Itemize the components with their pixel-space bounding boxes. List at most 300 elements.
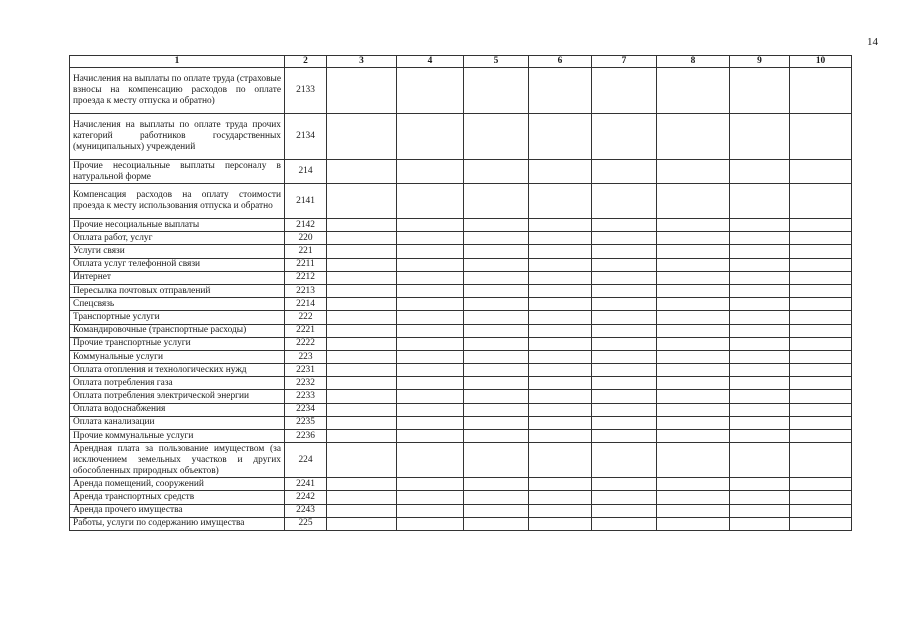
- value-cell[interactable]: [790, 311, 852, 324]
- value-cell[interactable]: [657, 403, 730, 416]
- value-cell[interactable]: [790, 324, 852, 337]
- value-cell[interactable]: [464, 232, 529, 245]
- value-cell[interactable]: [790, 271, 852, 284]
- value-cell[interactable]: [730, 430, 790, 443]
- value-cell[interactable]: [327, 160, 397, 184]
- value-cell[interactable]: [730, 324, 790, 337]
- value-cell[interactable]: [397, 298, 464, 311]
- table-row: [70, 284, 852, 297]
- row-code-cell: 2233: [285, 390, 327, 403]
- value-cell[interactable]: [592, 219, 657, 232]
- column-header: 9: [730, 56, 790, 68]
- row-code-cell: 223: [285, 350, 327, 363]
- table-row: [70, 390, 852, 403]
- value-cell[interactable]: [657, 364, 730, 377]
- value-cell[interactable]: [657, 160, 730, 184]
- row-code-cell: 2141: [285, 184, 327, 219]
- value-cell[interactable]: [592, 245, 657, 258]
- value-cell[interactable]: [529, 219, 592, 232]
- value-cell[interactable]: [730, 443, 790, 478]
- value-cell[interactable]: [790, 491, 852, 504]
- row-code-cell: 2212: [285, 271, 327, 284]
- value-cell[interactable]: [730, 377, 790, 390]
- value-cell[interactable]: [730, 478, 790, 491]
- value-cell[interactable]: [327, 403, 397, 416]
- value-cell[interactable]: [592, 377, 657, 390]
- value-cell[interactable]: [464, 219, 529, 232]
- value-cell[interactable]: [790, 364, 852, 377]
- value-cell[interactable]: [657, 491, 730, 504]
- value-cell[interactable]: [657, 114, 730, 160]
- row-name-cell: Оплата потребления электрической энергии: [70, 390, 285, 403]
- value-cell[interactable]: [464, 284, 529, 297]
- value-cell[interactable]: [464, 504, 529, 517]
- value-cell[interactable]: [657, 416, 730, 429]
- value-cell[interactable]: [730, 504, 790, 517]
- value-cell[interactable]: [592, 416, 657, 429]
- value-cell[interactable]: [464, 160, 529, 184]
- value-cell[interactable]: [657, 478, 730, 491]
- row-name-cell: Компенсация расходов на оплату стоимости проезда к месту использования отпуска и обратно: [70, 184, 285, 219]
- value-cell[interactable]: [592, 271, 657, 284]
- value-cell[interactable]: [397, 284, 464, 297]
- value-cell[interactable]: [327, 517, 397, 530]
- value-cell[interactable]: [529, 271, 592, 284]
- table-row: [70, 245, 852, 258]
- value-cell[interactable]: [790, 114, 852, 160]
- value-cell[interactable]: [730, 68, 790, 114]
- value-cell[interactable]: [327, 377, 397, 390]
- column-header: 4: [397, 56, 464, 68]
- value-cell[interactable]: [657, 258, 730, 271]
- value-cell[interactable]: [790, 390, 852, 403]
- row-name-cell: Аренда прочего имущества: [70, 504, 285, 517]
- value-cell[interactable]: [730, 184, 790, 219]
- value-cell[interactable]: [790, 443, 852, 478]
- value-cell[interactable]: [730, 160, 790, 184]
- table-row: [70, 416, 852, 429]
- value-cell[interactable]: [464, 416, 529, 429]
- value-cell[interactable]: [790, 504, 852, 517]
- value-cell[interactable]: [790, 284, 852, 297]
- value-cell[interactable]: [790, 232, 852, 245]
- value-cell[interactable]: [464, 350, 529, 363]
- row-name-cell: Работы, услуги по содержанию имущества: [70, 517, 285, 530]
- value-cell[interactable]: [327, 184, 397, 219]
- value-cell[interactable]: [730, 403, 790, 416]
- value-cell[interactable]: [529, 232, 592, 245]
- value-cell[interactable]: [657, 504, 730, 517]
- value-cell[interactable]: [464, 337, 529, 350]
- row-code-cell: 2231: [285, 364, 327, 377]
- value-cell[interactable]: [327, 478, 397, 491]
- row-name-cell: Прочие несоциальные выплаты: [70, 219, 285, 232]
- value-cell[interactable]: [657, 245, 730, 258]
- value-cell[interactable]: [397, 364, 464, 377]
- row-code-cell: 2211: [285, 258, 327, 271]
- value-cell[interactable]: [657, 284, 730, 297]
- column-header: 6: [529, 56, 592, 68]
- value-cell[interactable]: [397, 390, 464, 403]
- row-name-cell: Прочие несоциальные выплаты персоналу в натуральной форме: [70, 160, 285, 184]
- row-name-cell: Спецсвязь: [70, 298, 285, 311]
- value-cell[interactable]: [464, 114, 529, 160]
- value-cell[interactable]: [464, 390, 529, 403]
- value-cell[interactable]: [529, 160, 592, 184]
- value-cell[interactable]: [397, 219, 464, 232]
- value-cell[interactable]: [592, 350, 657, 363]
- value-cell[interactable]: [397, 350, 464, 363]
- row-code-cell: 2133: [285, 68, 327, 114]
- value-cell[interactable]: [730, 517, 790, 530]
- value-cell[interactable]: [529, 284, 592, 297]
- value-cell[interactable]: [730, 416, 790, 429]
- value-cell[interactable]: [327, 364, 397, 377]
- value-cell[interactable]: [464, 403, 529, 416]
- value-cell[interactable]: [529, 245, 592, 258]
- table-body: [70, 68, 852, 531]
- value-cell[interactable]: [327, 258, 397, 271]
- row-code-cell: 2222: [285, 337, 327, 350]
- row-name-cell: Прочие коммунальные услуги: [70, 430, 285, 443]
- value-cell[interactable]: [790, 219, 852, 232]
- value-cell[interactable]: [464, 364, 529, 377]
- value-cell[interactable]: [657, 377, 730, 390]
- value-cell[interactable]: [657, 430, 730, 443]
- value-cell[interactable]: [592, 284, 657, 297]
- value-cell[interactable]: [730, 258, 790, 271]
- value-cell[interactable]: [657, 219, 730, 232]
- value-cell[interactable]: [657, 324, 730, 337]
- value-cell[interactable]: [327, 114, 397, 160]
- value-cell[interactable]: [730, 350, 790, 363]
- value-cell[interactable]: [464, 324, 529, 337]
- value-cell[interactable]: [397, 184, 464, 219]
- column-header: 7: [592, 56, 657, 68]
- value-cell[interactable]: [397, 517, 464, 530]
- value-cell[interactable]: [397, 114, 464, 160]
- row-name-cell: Арендная плата за пользование имуществом (за исключением земельных участков и других обособленных природных объектов): [70, 443, 285, 478]
- value-cell[interactable]: [397, 430, 464, 443]
- row-code-cell: 220: [285, 232, 327, 245]
- row-code-cell: 224: [285, 443, 327, 478]
- value-cell[interactable]: [327, 491, 397, 504]
- value-cell[interactable]: [464, 311, 529, 324]
- row-name-cell: Услуги связи: [70, 245, 285, 258]
- value-cell[interactable]: [529, 443, 592, 478]
- value-cell[interactable]: [790, 68, 852, 114]
- value-cell[interactable]: [657, 232, 730, 245]
- value-cell[interactable]: [529, 350, 592, 363]
- value-cell[interactable]: [657, 298, 730, 311]
- value-cell[interactable]: [657, 184, 730, 219]
- value-cell[interactable]: [790, 416, 852, 429]
- value-cell[interactable]: [790, 430, 852, 443]
- value-cell[interactable]: [464, 184, 529, 219]
- row-name-cell: Командировочные (транспортные расходы): [70, 324, 285, 337]
- value-cell[interactable]: [592, 430, 657, 443]
- value-cell[interactable]: [327, 271, 397, 284]
- value-cell[interactable]: [790, 258, 852, 271]
- row-name-cell: Оплата работ, услуг: [70, 232, 285, 245]
- row-code-cell: 2134: [285, 114, 327, 160]
- value-cell[interactable]: [464, 478, 529, 491]
- value-cell[interactable]: [397, 68, 464, 114]
- value-cell[interactable]: [464, 430, 529, 443]
- table-row: [70, 271, 852, 284]
- value-cell[interactable]: [464, 491, 529, 504]
- value-cell[interactable]: [790, 350, 852, 363]
- value-cell[interactable]: [397, 271, 464, 284]
- value-cell[interactable]: [730, 311, 790, 324]
- value-cell[interactable]: [592, 491, 657, 504]
- value-cell[interactable]: [592, 232, 657, 245]
- value-cell[interactable]: [529, 324, 592, 337]
- row-code-cell: 2243: [285, 504, 327, 517]
- value-cell[interactable]: [529, 337, 592, 350]
- value-cell[interactable]: [790, 245, 852, 258]
- value-cell[interactable]: [790, 478, 852, 491]
- value-cell[interactable]: [397, 491, 464, 504]
- row-name-cell: Оплата потребления газа: [70, 377, 285, 390]
- value-cell[interactable]: [657, 390, 730, 403]
- value-cell[interactable]: [657, 271, 730, 284]
- value-cell[interactable]: [730, 245, 790, 258]
- value-cell[interactable]: [327, 350, 397, 363]
- table-row: [70, 337, 852, 350]
- value-cell[interactable]: [592, 517, 657, 530]
- value-cell[interactable]: [592, 390, 657, 403]
- row-name-cell: Интернет: [70, 271, 285, 284]
- value-cell[interactable]: [730, 271, 790, 284]
- row-code-cell: 2241: [285, 478, 327, 491]
- row-code-cell: 2214: [285, 298, 327, 311]
- value-cell[interactable]: [397, 504, 464, 517]
- page-number: 14: [867, 36, 878, 48]
- value-cell[interactable]: [327, 337, 397, 350]
- value-cell[interactable]: [529, 430, 592, 443]
- value-cell[interactable]: [657, 350, 730, 363]
- value-cell[interactable]: [529, 184, 592, 219]
- value-cell[interactable]: [592, 337, 657, 350]
- row-name-cell: Оплата отопления и технологических нужд: [70, 364, 285, 377]
- row-code-cell: 2142: [285, 219, 327, 232]
- table-row: [70, 68, 852, 114]
- row-name-cell: Транспортные услуги: [70, 311, 285, 324]
- column-header: 2: [285, 56, 327, 68]
- value-cell[interactable]: [592, 443, 657, 478]
- value-cell[interactable]: [327, 504, 397, 517]
- value-cell[interactable]: [657, 68, 730, 114]
- value-cell[interactable]: [730, 114, 790, 160]
- value-cell[interactable]: [730, 491, 790, 504]
- value-cell[interactable]: [464, 68, 529, 114]
- value-cell[interactable]: [327, 324, 397, 337]
- table-row: [70, 491, 852, 504]
- value-cell[interactable]: [790, 517, 852, 530]
- value-cell[interactable]: [464, 258, 529, 271]
- value-cell[interactable]: [790, 337, 852, 350]
- value-cell[interactable]: [730, 390, 790, 403]
- value-cell[interactable]: [657, 443, 730, 478]
- value-cell[interactable]: [397, 258, 464, 271]
- value-cell[interactable]: [327, 298, 397, 311]
- value-cell[interactable]: [464, 271, 529, 284]
- column-header: 3: [327, 56, 397, 68]
- table-header-row: [70, 56, 852, 68]
- row-code-cell: 2242: [285, 491, 327, 504]
- table-row: [70, 443, 852, 478]
- value-cell[interactable]: [592, 504, 657, 517]
- value-cell[interactable]: [327, 232, 397, 245]
- value-cell[interactable]: [790, 377, 852, 390]
- row-code-cell: 2232: [285, 377, 327, 390]
- value-cell[interactable]: [592, 68, 657, 114]
- value-cell[interactable]: [529, 311, 592, 324]
- column-header: 1: [70, 56, 285, 68]
- value-cell[interactable]: [397, 232, 464, 245]
- value-cell[interactable]: [327, 390, 397, 403]
- row-code-cell: 222: [285, 311, 327, 324]
- value-cell[interactable]: [592, 478, 657, 491]
- row-name-cell: Аренда транспортных средств: [70, 491, 285, 504]
- value-cell[interactable]: [327, 311, 397, 324]
- table-row: [70, 219, 852, 232]
- value-cell[interactable]: [529, 390, 592, 403]
- value-cell[interactable]: [529, 403, 592, 416]
- row-code-cell: 221: [285, 245, 327, 258]
- table-row: [70, 324, 852, 337]
- value-cell[interactable]: [790, 160, 852, 184]
- table-row: [70, 232, 852, 245]
- table-row: [70, 311, 852, 324]
- value-cell[interactable]: [529, 491, 592, 504]
- row-name-cell: Начисления на выплаты по оплате труда прочих категорий работников государственных (муниципальных) учреждений: [70, 114, 285, 160]
- value-cell[interactable]: [397, 337, 464, 350]
- value-cell[interactable]: [657, 517, 730, 530]
- row-code-cell: 214: [285, 160, 327, 184]
- table-row: [70, 364, 852, 377]
- table-row: [70, 114, 852, 160]
- value-cell[interactable]: [464, 298, 529, 311]
- value-cell[interactable]: [397, 324, 464, 337]
- value-cell[interactable]: [592, 114, 657, 160]
- value-cell[interactable]: [529, 478, 592, 491]
- value-cell[interactable]: [327, 219, 397, 232]
- table-row: [70, 258, 852, 271]
- value-cell[interactable]: [397, 377, 464, 390]
- value-cell[interactable]: [327, 443, 397, 478]
- value-cell[interactable]: [397, 416, 464, 429]
- value-cell[interactable]: [529, 258, 592, 271]
- value-cell[interactable]: [529, 364, 592, 377]
- value-cell[interactable]: [327, 245, 397, 258]
- value-cell[interactable]: [529, 517, 592, 530]
- value-cell[interactable]: [327, 68, 397, 114]
- value-cell[interactable]: [397, 311, 464, 324]
- value-cell[interactable]: [397, 443, 464, 478]
- row-name-cell: Оплата водоснабжения: [70, 403, 285, 416]
- value-cell[interactable]: [529, 416, 592, 429]
- value-cell[interactable]: [730, 337, 790, 350]
- row-code-cell: 2235: [285, 416, 327, 429]
- value-cell[interactable]: [730, 219, 790, 232]
- row-name-cell: Пересылка почтовых отправлений: [70, 284, 285, 297]
- value-cell[interactable]: [529, 68, 592, 114]
- value-cell[interactable]: [730, 298, 790, 311]
- value-cell[interactable]: [397, 403, 464, 416]
- value-cell[interactable]: [529, 504, 592, 517]
- column-header: 10: [790, 56, 852, 68]
- row-name-cell: Аренда помещений, сооружений: [70, 478, 285, 491]
- value-cell[interactable]: [464, 517, 529, 530]
- value-cell[interactable]: [657, 337, 730, 350]
- value-cell[interactable]: [464, 245, 529, 258]
- value-cell[interactable]: [592, 298, 657, 311]
- table-row: [70, 478, 852, 491]
- value-cell[interactable]: [592, 311, 657, 324]
- value-cell[interactable]: [397, 160, 464, 184]
- value-cell[interactable]: [529, 298, 592, 311]
- value-cell[interactable]: [790, 298, 852, 311]
- value-cell[interactable]: [327, 284, 397, 297]
- row-code-cell: 2213: [285, 284, 327, 297]
- value-cell[interactable]: [327, 416, 397, 429]
- row-code-cell: 2236: [285, 430, 327, 443]
- value-cell[interactable]: [730, 284, 790, 297]
- table-row: [70, 403, 852, 416]
- value-cell[interactable]: [592, 258, 657, 271]
- value-cell[interactable]: [327, 430, 397, 443]
- value-cell[interactable]: [730, 364, 790, 377]
- table-row: [70, 430, 852, 443]
- budget-table: [69, 55, 852, 531]
- value-cell[interactable]: [397, 478, 464, 491]
- value-cell[interactable]: [592, 324, 657, 337]
- table-row: [70, 377, 852, 390]
- row-code-cell: 225: [285, 517, 327, 530]
- row-code-cell: 2234: [285, 403, 327, 416]
- value-cell[interactable]: [464, 443, 529, 478]
- table-row: [70, 504, 852, 517]
- row-name-cell: Прочие транспортные услуги: [70, 337, 285, 350]
- value-cell[interactable]: [529, 114, 592, 160]
- table-row: [70, 184, 852, 219]
- value-cell[interactable]: [657, 311, 730, 324]
- table-row: [70, 298, 852, 311]
- row-name-cell: Начисления на выплаты по оплате труда (страховые взносы на компенсацию расходов по оплате проезда к месту отпуска и обратно): [70, 68, 285, 114]
- row-code-cell: 2221: [285, 324, 327, 337]
- value-cell[interactable]: [464, 377, 529, 390]
- value-cell[interactable]: [592, 184, 657, 219]
- row-name-cell: Оплата канализации: [70, 416, 285, 429]
- value-cell[interactable]: [529, 377, 592, 390]
- table-row: [70, 160, 852, 184]
- table-row: [70, 350, 852, 363]
- value-cell[interactable]: [592, 160, 657, 184]
- value-cell[interactable]: [790, 403, 852, 416]
- value-cell[interactable]: [592, 403, 657, 416]
- column-header: 5: [464, 56, 529, 68]
- column-header: 8: [657, 56, 730, 68]
- value-cell[interactable]: [592, 364, 657, 377]
- value-cell[interactable]: [790, 184, 852, 219]
- value-cell[interactable]: [730, 232, 790, 245]
- table-row: [70, 517, 852, 530]
- row-name-cell: Оплата услуг телефонной связи: [70, 258, 285, 271]
- value-cell[interactable]: [397, 245, 464, 258]
- row-name-cell: Коммунальные услуги: [70, 350, 285, 363]
